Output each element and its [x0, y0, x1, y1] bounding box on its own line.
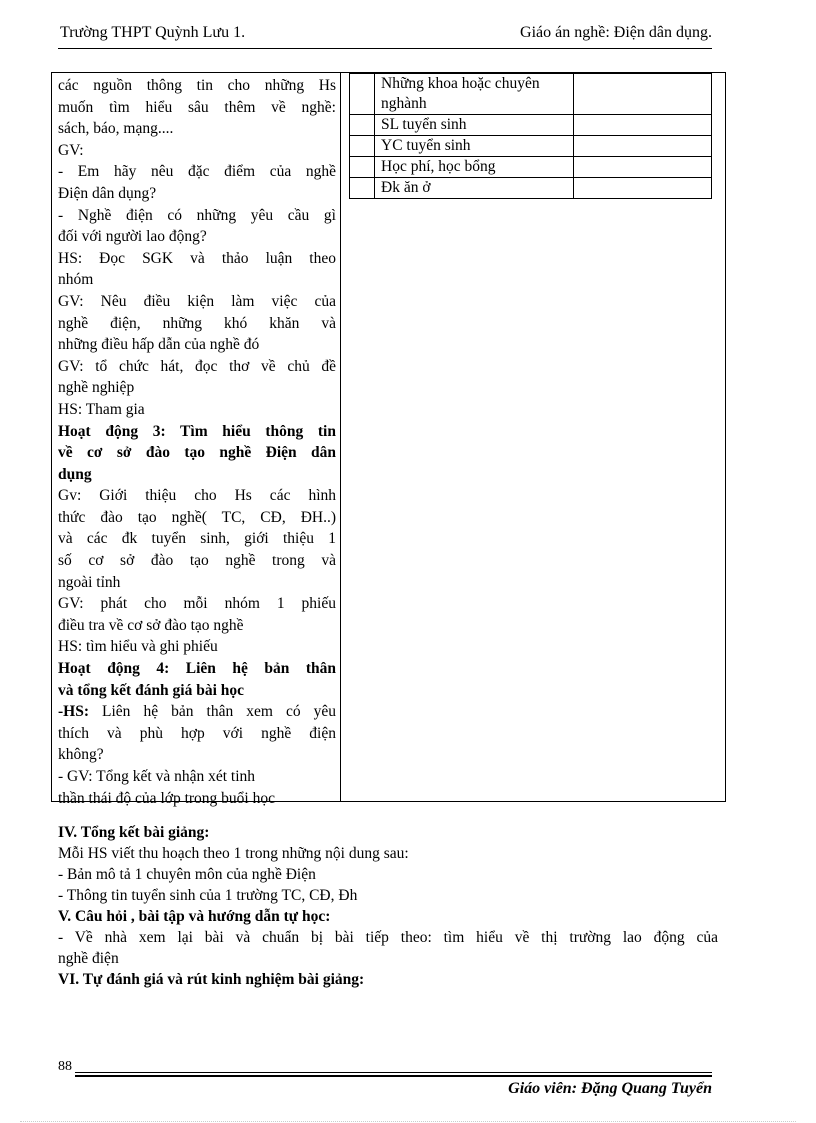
enrollment-row	[350, 115, 712, 136]
activity-line: nghề nghiệp	[58, 379, 135, 397]
activity-line: HS: Đọc SGK và thảo luận theo	[58, 249, 336, 267]
criterion-cell: Những khoa hoặc chuyên nghành	[375, 74, 574, 115]
lesson-table	[51, 72, 726, 807]
activity-line: và tổng kết đánh giá bài học	[58, 681, 245, 699]
activity-line: - Nghề điện có những yêu cầu gì	[58, 206, 336, 224]
empty-cell	[574, 115, 712, 136]
empty-cell	[574, 74, 712, 115]
activity-line: điều tra về cơ sở đào tạo nghề	[58, 616, 244, 634]
activity-line: thức đào tạo nghề( TC, CĐ, ĐH..)	[58, 508, 336, 526]
lesson-summary	[58, 822, 718, 990]
criterion-cell: Học phí, học bổng	[375, 157, 574, 178]
activity-line: Hoạt động 3: Tìm hiểu thông tin	[58, 422, 336, 440]
activity-line: thích và phù hợp với nghề điện	[58, 724, 336, 742]
activity-line: - Em hãy nêu đặc điểm của nghề	[58, 163, 336, 181]
activity-line: HS: tìm hiểu và ghi phiếu	[58, 638, 218, 656]
activity-line: đối với người lao động?	[58, 228, 207, 246]
activity-line: GV: phát cho mỗi nhóm 1 phiếu	[58, 595, 336, 613]
activity-line: thần thái độ của lớp trong buổi học	[58, 789, 275, 807]
enrollment-info-table	[349, 73, 712, 199]
empty-cell	[350, 74, 375, 115]
section5-line: - Về nhà xem lại bài và chuẩn bị bài tiếp theo: tìm hiểu về thị trường lao động của	[58, 929, 718, 946]
criterion-cell: SL tuyển sinh	[375, 115, 574, 136]
activity-column	[52, 73, 341, 807]
footer-divider	[75, 1075, 712, 1077]
page-edge	[20, 1121, 796, 1122]
activity-line: Gv: Giới thiệu cho Hs các hình	[58, 487, 336, 505]
activity-line: GV: Nêu điều kiện làm việc của	[58, 292, 336, 310]
section5-line: nghề điện	[58, 950, 119, 967]
page-header	[58, 24, 712, 49]
teacher-signature: Giáo viên: Đặng Quang Tuyển	[508, 1080, 712, 1097]
activity-line: về cơ sở đào tạo nghề Điện dân	[58, 444, 336, 462]
enrollment-row	[350, 136, 712, 157]
activity-line: muốn tìm hiểu sâu thêm về nghề:	[58, 98, 336, 116]
empty-cell	[574, 157, 712, 178]
section4-title: IV. Tổng kết bài giảng:	[58, 824, 210, 841]
section4-item: - Thông tin tuyển sinh của 1 trường TC, CĐ, Đh	[58, 887, 358, 904]
section4-item: - Bản mô tả 1 chuyên môn của nghề Điện	[58, 866, 316, 883]
activity-line: HS: Tham gia	[58, 400, 145, 418]
activity-line: và các đk tuyển sinh, giới thiệu 1	[58, 530, 336, 548]
school-name: Trường THPT Quỳnh Lưu 1.	[60, 24, 246, 41]
section4-intro: Mỗi HS viết thu hoạch theo 1 trong những nội dung sau:	[58, 845, 409, 862]
activity-line: - GV: Tổng kết và nhận xét tinh	[58, 768, 256, 785]
activity-line: nghề điện, những khó khăn và	[58, 314, 336, 332]
activity-line: ngoài tỉnh	[58, 573, 121, 591]
section5-title: V. Câu hỏi , bài tập và hướng dẫn tự học:	[58, 908, 331, 925]
empty-cell	[574, 136, 712, 157]
enrollment-row	[350, 74, 712, 115]
activity-line: Điện dân dụng?	[58, 184, 157, 202]
activity-line: -HS: Liên hệ bản thân xem có yêu	[58, 703, 336, 721]
footer-divider	[75, 1072, 712, 1073]
activity-line: nhóm	[58, 271, 94, 289]
activity-line: các nguồn thông tin cho những Hs	[58, 77, 336, 94]
enrollment-row	[350, 178, 712, 199]
empty-cell	[350, 157, 375, 178]
activity-line: những điều hấp dẫn của nghề đó	[58, 336, 260, 354]
activity-line: GV:	[58, 141, 84, 159]
activity-line: sách, báo, mạng....	[58, 120, 174, 138]
page-number: 88	[58, 1059, 72, 1074]
section6-title: VI. Tự đánh giá và rút kinh nghiệm bài giảng:	[58, 971, 365, 988]
empty-cell	[350, 115, 375, 136]
empty-cell	[574, 178, 712, 199]
subject-title: Giáo án nghề: Điện dân dụng.	[520, 24, 712, 41]
activity-line: Hoạt động 4: Liên hệ bản thân	[58, 660, 336, 678]
empty-cell	[350, 136, 375, 157]
empty-cell	[350, 178, 375, 199]
activity-line: dụng	[58, 465, 92, 483]
activity-line: số cơ sở đào tạo nghề trong và	[58, 552, 336, 570]
enrollment-row	[350, 157, 712, 178]
criterion-cell: YC tuyển sinh	[375, 136, 574, 157]
criterion-cell: Đk ăn ở	[375, 178, 574, 199]
activity-line: GV: tổ chức hát, đọc thơ về chủ đề	[58, 357, 336, 375]
speaker-label: -HS:	[58, 703, 89, 721]
activity-line: không?	[58, 746, 104, 764]
